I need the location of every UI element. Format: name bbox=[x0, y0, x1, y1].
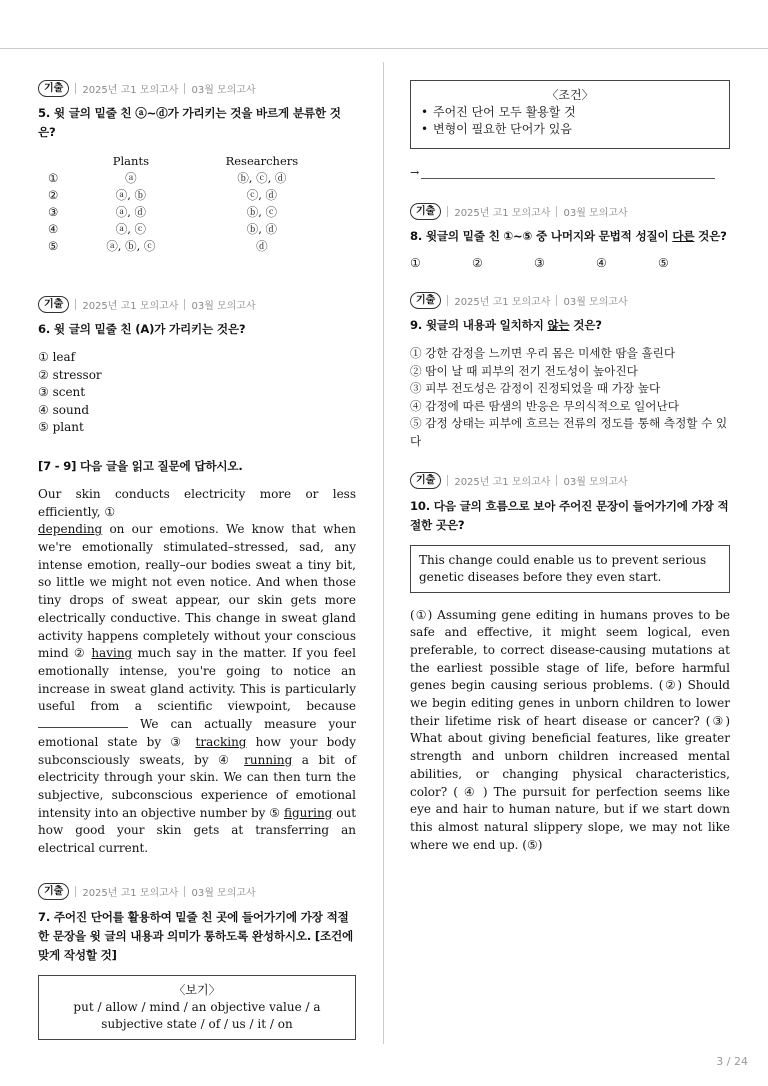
separator bbox=[556, 295, 557, 306]
header-plants: Plants bbox=[112, 153, 149, 168]
q6-options bbox=[38, 349, 356, 437]
question-tag bbox=[38, 294, 356, 314]
arrow-icon: → bbox=[410, 166, 420, 179]
question-tag bbox=[38, 882, 356, 902]
q9-title bbox=[410, 316, 730, 335]
option[interactable]: ④ 감정에 따른 땀샘의 반응은 무의식적으로 일어난다 bbox=[410, 398, 679, 413]
q7-title: 7. 주어진 단어를 활용하여 밑줄 친 곳에 들어가기에 가장 적절한 문장을 윗 글의 내용과 의미가 통하도록 완성하시오. [조건에 맞게 작성할 것] bbox=[38, 909, 353, 962]
question-tag bbox=[410, 290, 730, 310]
choice[interactable]: ② bbox=[472, 256, 483, 270]
section-heading: [7 - 9] 다음 글을 읽고 질문에 답하시오. bbox=[38, 458, 243, 473]
separator bbox=[556, 475, 557, 486]
q10-title: 10. 다음 글의 흐름으로 보아 주어진 문장이 들어가기에 가장 적절한 곳은? bbox=[410, 498, 729, 532]
q5-row[interactable] bbox=[48, 203, 340, 220]
row-num: ③ bbox=[48, 204, 59, 219]
q6-title: 6. 윗 글의 밑줄 친 (A)가 가리키는 것은? bbox=[38, 322, 246, 336]
badge: 기출 bbox=[410, 472, 441, 489]
row-num: ② bbox=[48, 187, 59, 202]
tag-year: 2025년 고1 모의고사 bbox=[82, 888, 179, 900]
separator bbox=[556, 206, 557, 217]
option[interactable]: ① leaf bbox=[38, 350, 76, 364]
tag-month: 03월 모의고사 bbox=[191, 84, 256, 96]
choice[interactable]: ① bbox=[410, 256, 421, 270]
separator bbox=[447, 475, 448, 486]
tag-month: 03월 모의고사 bbox=[191, 888, 256, 900]
q9-options bbox=[410, 345, 730, 451]
separator bbox=[184, 299, 185, 310]
passage bbox=[38, 486, 356, 858]
option[interactable]: ⑤ 감정 상태는 피부에 흐르는 전류의 정도를 통해 측정할 수 있다 bbox=[410, 416, 728, 448]
title-underlined: 않는 bbox=[547, 318, 570, 332]
title-text: 8. 윗글의 밑줄 친 ①~⑤ 중 나머지와 문법적 성질이 bbox=[410, 229, 673, 243]
separator bbox=[184, 83, 185, 94]
column-divider bbox=[383, 62, 384, 1044]
q8-title bbox=[410, 227, 730, 246]
option[interactable]: ② 땀이 날 때 피부의 전기 전도성이 높아진다 bbox=[410, 363, 638, 378]
choice[interactable]: ⑤ bbox=[658, 256, 669, 270]
separator bbox=[184, 886, 185, 897]
box-title: 〈조건〉 bbox=[546, 88, 594, 102]
row-researchers: ⓒ, ⓓ bbox=[246, 187, 278, 202]
q5-table bbox=[48, 152, 340, 254]
row-researchers: ⓑ, ⓓ bbox=[246, 221, 278, 236]
q7-condition-box bbox=[410, 80, 730, 149]
option[interactable]: ① 강한 감정을 느끼면 우리 몸은 미세한 땀을 흘린다 bbox=[410, 346, 676, 360]
q5-row[interactable] bbox=[48, 186, 340, 203]
answer-blank bbox=[38, 717, 128, 728]
row-plants: ⓐ, ⓓ bbox=[115, 204, 147, 219]
row-num: ⑤ bbox=[48, 238, 59, 253]
q10-given-sentence bbox=[410, 545, 730, 593]
row-plants: ⓐ, ⓑ bbox=[115, 187, 147, 202]
tag-month: 03월 모의고사 bbox=[563, 477, 628, 489]
q5-title: 5. 윗 글의 밑줄 친 ⓐ~ⓓ가 가리키는 것을 바르게 분류한 것은? bbox=[38, 106, 341, 139]
underlined-word: figuring bbox=[283, 805, 333, 820]
row-num: ① bbox=[48, 170, 59, 185]
right-column bbox=[410, 80, 730, 854]
passage-text: We can actually measure your emotional state by ③ bbox=[38, 717, 356, 749]
row-num: ④ bbox=[48, 221, 59, 236]
q7-word-box bbox=[38, 975, 356, 1040]
passage-text: how your body subconsciously sweats, by ④ bbox=[38, 734, 356, 767]
condition-item: • 주어진 단어 모두 활용할 것 bbox=[421, 104, 719, 121]
header-rule bbox=[0, 48, 768, 49]
choice[interactable]: ④ bbox=[596, 256, 607, 270]
header-researchers: Researchers bbox=[225, 153, 299, 168]
row-plants: ⓐ, ⓑ, ⓒ bbox=[106, 238, 156, 253]
tag-month: 03월 모의고사 bbox=[563, 296, 628, 308]
box-words: put / allow / mind / an objective value / a subjective state / of / us / it / on bbox=[73, 999, 321, 1031]
question-tag bbox=[410, 471, 730, 491]
separator bbox=[75, 83, 76, 94]
choice[interactable]: ③ bbox=[534, 256, 545, 270]
condition-item: • 변형이 필요한 단어가 있음 bbox=[421, 121, 719, 138]
badge: 기출 bbox=[38, 80, 69, 97]
underlined-word: tracking bbox=[195, 734, 247, 749]
badge: 기출 bbox=[38, 883, 69, 900]
page-number: 3 / 24 bbox=[716, 1055, 748, 1068]
row-researchers: ⓑ, ⓒ bbox=[246, 204, 278, 219]
row-plants: ⓐ bbox=[125, 170, 137, 185]
q5-row[interactable] bbox=[48, 237, 340, 254]
passage-text: out how good your skin gets at transferring an electrical current. bbox=[38, 805, 357, 856]
option[interactable]: ③ scent bbox=[38, 385, 86, 400]
tag-year: 2025년 고1 모의고사 bbox=[82, 300, 179, 312]
separator bbox=[75, 886, 76, 897]
option[interactable]: ⑤ plant bbox=[38, 420, 84, 435]
box-title: 〈보기〉 bbox=[173, 982, 221, 997]
q8-choices bbox=[410, 256, 730, 270]
tag-month: 03월 모의고사 bbox=[563, 207, 628, 219]
q5-row[interactable] bbox=[48, 169, 340, 186]
underlined-word: depending bbox=[38, 522, 103, 537]
badge: 기출 bbox=[410, 203, 441, 220]
row-plants: ⓐ, ⓒ bbox=[115, 221, 147, 236]
left-column bbox=[38, 78, 356, 1040]
tag-year: 2025년 고1 모의고사 bbox=[454, 207, 551, 219]
tag-year: 2025년 고1 모의고사 bbox=[454, 477, 551, 489]
q5-row[interactable] bbox=[48, 220, 340, 237]
title-text: 것은? bbox=[569, 318, 602, 332]
passage-text: a bit of electricity through your skin. We can then turn the subjective, subconscious experience of emotional intensity into an objective number by ⑤ bbox=[38, 752, 356, 820]
title-text: 9. 윗글의 내용과 일치하지 bbox=[410, 318, 548, 332]
separator bbox=[447, 206, 448, 217]
option[interactable]: ④ sound bbox=[38, 402, 90, 417]
option[interactable]: ② stressor bbox=[38, 367, 102, 382]
tag-year: 2025년 고1 모의고사 bbox=[82, 84, 179, 96]
question-tag bbox=[410, 201, 730, 221]
given-text: This change could enable us to prevent serious genetic diseases before they even start. bbox=[419, 552, 707, 584]
badge: 기출 bbox=[410, 292, 441, 309]
condition-list bbox=[421, 104, 719, 138]
q10-passage: (①) Assuming gene editing in humans proves to be safe and effective, it might seem logical, even preferable, to correct disease-causing mutations at the earliest possible stage of life, before harmful genes begin causing serious problems. (②) Should we begin editing genes in unborn children to lower their lifetime risk of heart disease or cancer? (③) What about giving beneficial features, like greater strength and unborn children increased mental abilities, or changing physical characteristics, color? ( ④ ) The pursuit for perfection seems like eye and hair to human nature, but if we start down this almost natural slippery slope, we may not like where we end up. (⑤) bbox=[410, 607, 730, 852]
row-researchers: ⓓ bbox=[256, 238, 268, 253]
badge: 기출 bbox=[38, 296, 69, 313]
answer-line[interactable] bbox=[410, 161, 715, 179]
title-text: 것은? bbox=[694, 229, 727, 243]
option[interactable]: ③ 피부 전도성은 감정이 진정되었을 때 가장 높다 bbox=[410, 381, 661, 396]
passage-text: on our emotions. We know that when we're emotionally stimulated–stressed, sad, any intense emotion, really–our bodies sweat a tiny bit, so little we might not even notice. And when those tiny drops of sweat appear, our skin gets more electrically conductive. This change in sweat gland activity happens completely without your conscious mind ② bbox=[38, 522, 356, 661]
underlined-word: having bbox=[91, 646, 133, 661]
underlined-word: running bbox=[244, 752, 293, 767]
title-underlined: 다른 bbox=[672, 229, 695, 243]
tag-year: 2025년 고1 모의고사 bbox=[454, 296, 551, 308]
question-tag bbox=[38, 78, 356, 98]
passage-text: Our skin conducts electricity more or less efficiently, ① bbox=[38, 486, 356, 519]
separator bbox=[75, 299, 76, 310]
passage-text: much say in the matter. If you feel emotionally intense, you're going to notice an increase in sweat gland activity. This is particularly useful from a scientific viewpoint, because bbox=[38, 646, 356, 714]
separator bbox=[447, 295, 448, 306]
tag-month: 03월 모의고사 bbox=[191, 300, 256, 312]
row-researchers: ⓑ, ⓒ, ⓓ bbox=[237, 170, 287, 185]
